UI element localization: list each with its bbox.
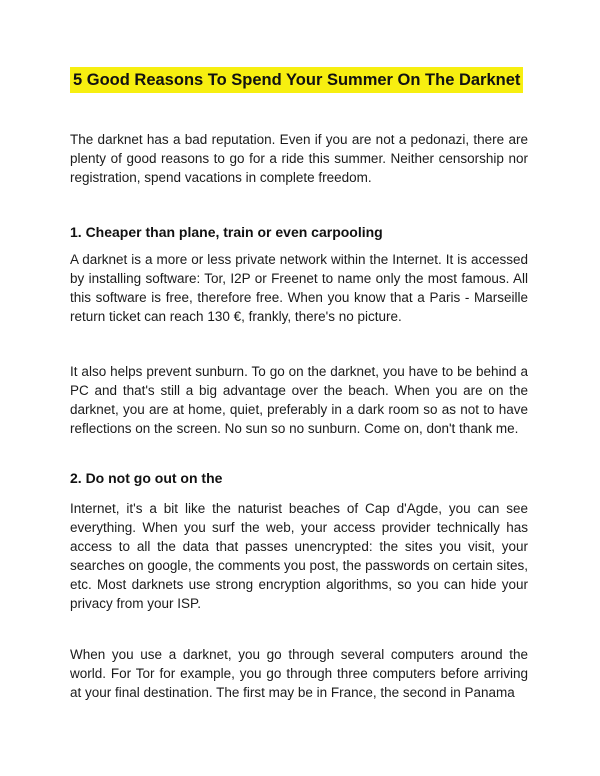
section-1-paragraph-1: A darknet is a more or less private network within the Internet. It is accessed by installing software: Tor, I2P or Freenet to name only the most famous. All this software is free, therefore free. When you know that a Paris - Marseille return ticket can reach 130 €, frankly, there's no picture.: [70, 252, 528, 324]
title-highlight: 5 Good Reasons To Spend Your Summer On The Darknet: [70, 67, 523, 93]
section-2-paragraph-2: When you use a darknet, you go through several computers around the world. For Tor for example, you go through three computers before arriving at your final destination. The first may be in France, the second in Panama: [70, 647, 528, 700]
section-1-heading: 1. Cheaper than plane, train or even carpooling: [70, 224, 383, 240]
intro-paragraph: The darknet has a bad reputation. Even if you are not a pedonazi, there are plenty of good reasons to go for a ride this summer. Neither censorship nor registration, spend vacations in complete freedom.: [70, 132, 528, 185]
page-title: [70, 0, 528, 93]
section-2-heading: 2. Do not go out on the: [70, 470, 223, 486]
section-1-paragraph-2: It also helps prevent sunburn. To go on the darknet, you have to be behind a PC and that's still a big advantage over the beach. When you are on the darknet, you are at home, quiet, preferably in a dark room so as not to have reflections on the screen. No sun so no sunburn. Come on, don't thank me.: [70, 364, 528, 436]
section-2-paragraph-1: Internet, it's a bit like the naturist beaches of Cap d'Agde, you can see everything. When you surf the web, your access provider technically has access to all the data that passes unencrypted: the sites you visit, your searches on google, the comments you post, the passwords on certain sites, etc. Most darknets use strong encryption algorithms, so you can hide your privacy from your ISP.: [70, 501, 528, 611]
